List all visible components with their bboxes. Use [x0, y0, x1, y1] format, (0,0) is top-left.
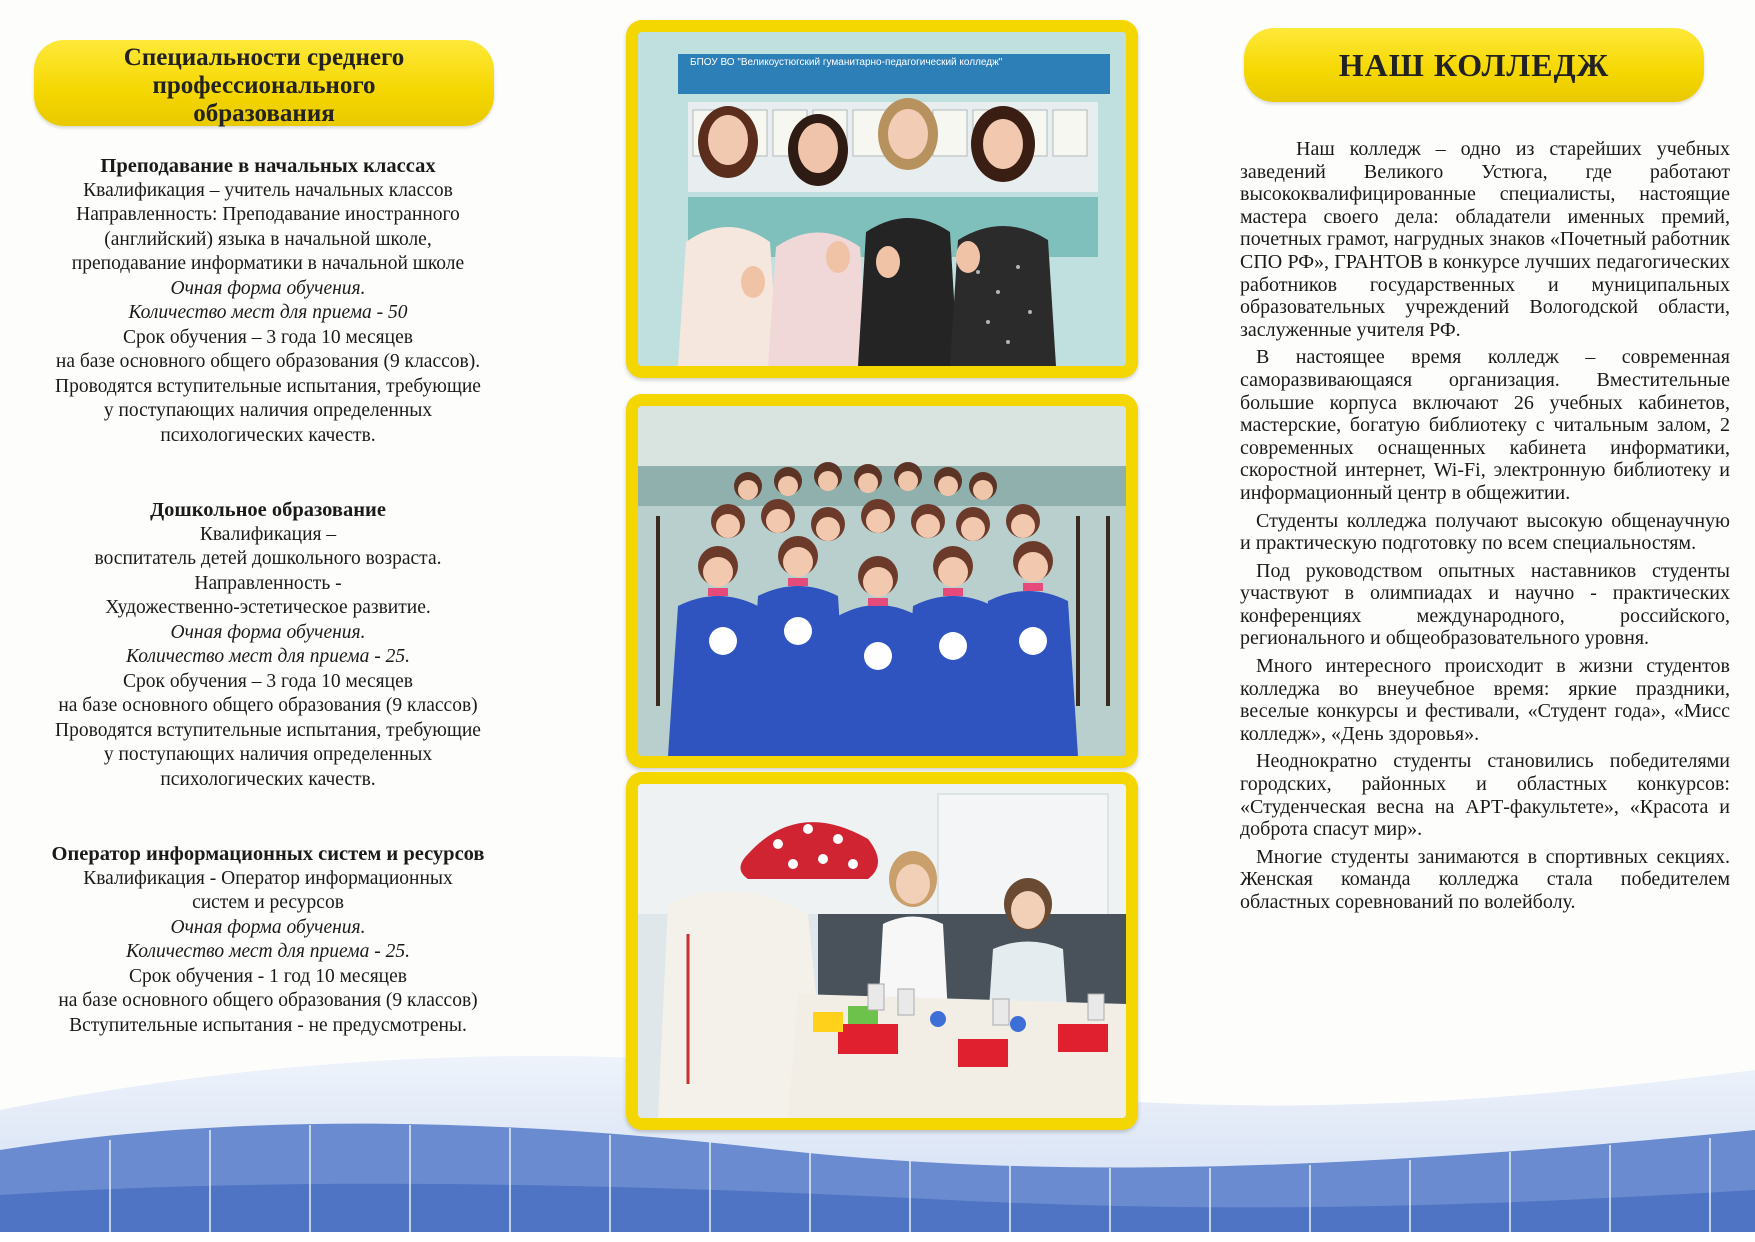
specialty-line: Очная форма обучения.	[170, 621, 366, 643]
specialty-line: Количество мест для приема - 50	[128, 302, 408, 323]
about-college-text	[1240, 138, 1730, 914]
photo-frame-kids	[626, 772, 1138, 1130]
photo-banner-caption: БПОУ ВО "Великоустюгский гуманитарно-педагогический колледж"	[690, 57, 1003, 68]
specialty-line: Квалификация - Оператор информационных	[83, 867, 453, 889]
photo-girls-thumbs-up	[638, 32, 1126, 366]
specialties-heading-line: Специальности среднего	[123, 44, 405, 71]
specialty-line: Квалификация – учитель начальных классов	[83, 179, 453, 201]
specialty-line: Количество мест для приема - 25.	[126, 646, 410, 667]
about-college-heading: НАШ КОЛЛЕДЖ	[1244, 28, 1704, 102]
specialty-line: Очная форма обучения.	[170, 916, 366, 938]
specialty-line: на базе основного общего образования (9 классов)	[58, 695, 478, 716]
about-paragraph: Наш колледж – одно из старейших учебных заведений Великого Устюга, где работают высококвалифицированные специалисты, настоящие мастера своего дела: обладатели именных премий, почетных грамот, нагрудных знаков «Почетный работник СПО РФ», ГРАНТОВ в конкурсе лучших педагогических работников государственных и муниципальных образовательных учреждений Вологодской области, заслуженные учителя РФ.	[1240, 138, 1731, 341]
specialties-column	[18, 40, 518, 1038]
specialty-line: (английский) языка в начальной школе,	[104, 228, 432, 250]
specialty-line: Срок обучения - 1 год 10 месяцев	[129, 965, 407, 987]
specialty-line: Очная форма обучения.	[170, 277, 366, 299]
photo-kids-crafts	[638, 784, 1126, 1118]
specialty-line: на базе основного общего образования (9 классов).	[55, 351, 481, 372]
specialty-title: Дошкольное образование	[150, 499, 386, 521]
specialty-line: Вступительные испытания - не предусмотрены.	[69, 1014, 467, 1036]
specialty-preschool	[18, 498, 518, 792]
specialty-line: Срок обучения – 3 года 10 месяцев	[123, 670, 413, 692]
specialty-title: Преподавание в начальных классах	[100, 155, 436, 177]
specialty-line: Срок обучения – 3 года 10 месяцев	[123, 326, 413, 348]
specialty-line: Художественно-эстетическое развитие.	[105, 597, 431, 618]
specialty-line: систем и ресурсов	[192, 892, 344, 913]
specialty-line: Проводятся вступительные испытания, требующие	[55, 719, 481, 741]
about-paragraph: Многие студенты занимаются в спортивных секциях. Женская команда колледжа стала победителем областных соревнований по волейболу.	[1240, 845, 1730, 913]
about-college-column	[1240, 28, 1730, 919]
specialties-heading	[34, 40, 494, 126]
specialty-line: Проводятся вступительные испытания, требующие	[55, 375, 481, 397]
specialty-primary-teaching	[18, 154, 518, 448]
specialty-line: на базе основного общего образования (9 классов)	[58, 990, 478, 1011]
specialty-line: у поступающих наличия определенных	[103, 744, 433, 765]
specialty-line: преподавание информатики в начальной школе	[71, 253, 465, 274]
photo-frame-girls	[626, 20, 1138, 378]
specialty-title: Оператор информационных систем и ресурсов	[51, 843, 485, 865]
specialty-line: психологических качеств.	[160, 424, 376, 446]
specialty-line: Направленность -	[194, 572, 342, 594]
photo-student-group	[638, 406, 1126, 756]
specialty-info-systems	[18, 842, 518, 1038]
specialty-line: психологических качеств.	[160, 768, 376, 790]
specialty-line: Направленность: Преподавание иностранного	[76, 204, 460, 225]
about-paragraph: В настоящее время колледж – современная саморазвивающаяся организация. Вместительные большие корпуса включают 26 учебных кабинетов, мастерские, богатую библиотеку с читальным залом, 2 современных оснащенных кабинета информатики, скоростной интернет, Wi-Fi, электронную библиотеку и информационный центр в общежитии.	[1240, 346, 1730, 504]
about-paragraph: Студенты колледжа получают высокую общенаучную и практическую подготовку по всем специальностям.	[1240, 509, 1730, 555]
specialty-line: воспитатель детей дошкольного возраста.	[94, 548, 442, 569]
specialty-line: у поступающих наличия определенных	[103, 400, 433, 421]
specialty-line: Квалификация –	[199, 523, 337, 545]
specialties-heading-line: профессионального	[152, 72, 376, 99]
photo-frame-group	[626, 394, 1138, 768]
about-paragraph: Под руководством опытных наставников студенты участвуют в олимпиадах и научно - практических конференциях международного, российского, регионального и общеобразовательного уровня.	[1240, 559, 1730, 650]
about-paragraph: Неоднократно студенты становились победителями городских, районных и областных конкурсов: «Студенческая весна на АРТ-факультете», «Красота и доброта спасут мир».	[1240, 750, 1730, 841]
about-paragraph: Много интересного происходит в жизни студентов колледжа во внеучебное время: яркие праздники, веселые конкурсы и фестивали, «Студент года», «Мисс колледж», «День здоровья».	[1240, 655, 1730, 745]
specialties-heading-line: образования	[193, 100, 335, 127]
specialty-line: Количество мест для приема - 25.	[126, 941, 410, 962]
